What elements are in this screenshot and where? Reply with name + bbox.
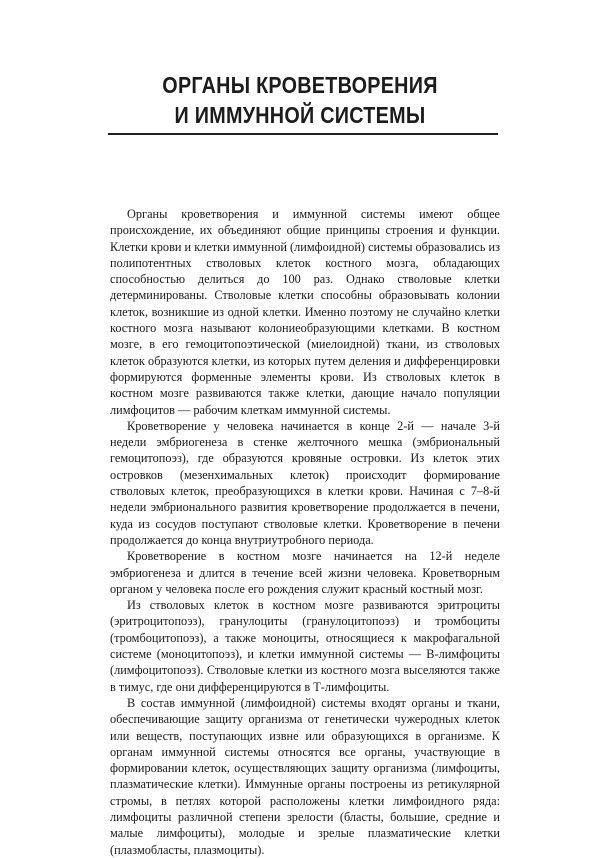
paragraph-2: Кроветворение у человека начинается в конце 2-й — начале 3-й недели эмбриогенеза в стенке желточного мешка (эмбриональный гемоцитопоэз), где образуются кровяные островки. Из клеток этих островков (мезенхимальных клеток) происходит формирование стволовых клеток, преобразующихся в клетки крови. Начиная с 7–8-й недели эмбрионального развития кроветворение продолжается в печени, куда из сосудов поступают стволовые клетки. Кроветворение в печени продолжается до конца внутриутробного периода.: [110, 418, 500, 547]
paragraph-3: Кроветворение в костном мозге начинается на 12-й неделе эмбриогенеза и длится в течение всей жизни человека. Кроветворным органом у человека после его рождения служит красный костный мозг.: [110, 549, 500, 596]
paragraph-1: Органы кроветворения и иммунной системы имеют общее происхождение, их объединяют общие принципы строения и функции. Клетки крови и клетки иммунной (лимфоидной) системы образовались из полипотентных стволовых клеток костного мозга, обладающих способностью делиться до 100 раз. Однако стволовые клетки детерминированы. Стволовые клетки способны образовывать колонии клеток, возникшие из одной клетки. Именно поэтому не случайно клетки костного мозга называют колониеобразующими клетками. В костном мозге, в его гемоцитопоэтической (миелоидной) ткани, из стволовых клеток образуются клетки, из которых путем деления и дифференцировки формируются форменные элементы крови. Из стволовых клеток в костном мозге развиваются также клетки, дающие начало популяции лимфоцитов — рабочим клеткам иммунной системы.: [110, 207, 500, 417]
chapter-title: [42, 70, 558, 130]
chapter-title-line-2: И ИММУННОЙ СИСТЕМЫ: [174, 102, 426, 128]
paragraph-5: В состав иммунной (лимфоидной) системы входят органы и ткани, обеспечивающие защиту организма от генетически чужеродных клеток или веществ, поступающих извне или образующихся в организме. К органам иммунной системы относятся все органы, участвующие в формировании клеток, осуществляющих защиту организма (лимфоциты, плазматические клетки). Иммунные органы построены из ретикулярной стромы, в петлях которой расположены клетки лимфоидного ряда: лимфоциты различной степени зрелости (бласты, большие, средние и малые лимфоциты), молодые и зрелые плазматические клетки (плазмобласты, плазмоциты).: [110, 695, 500, 857]
chapter-title-line-1: ОРГАНЫ КРОВЕТВОРЕНИЯ: [162, 72, 438, 98]
title-underline-rule: [108, 133, 498, 135]
chapter-body-text: [110, 206, 500, 858]
paragraph-4: Из стволовых клеток в костном мозге развиваются эритроциты (эритроцитопоэз), гранулоциты (гранулоцитопоэз) и тромбоциты (тромбоцитопоэз), а также моноциты, относящиеся к макрофагальной системе (моноцитопоэз), и клетки иммунной системы — В-лимфоциты (лимфоцитопоэз). Стволовые клетки из костного мозга выселяются также в тимус, где они дифференцируются в Т-лимфоциты.: [110, 598, 500, 694]
